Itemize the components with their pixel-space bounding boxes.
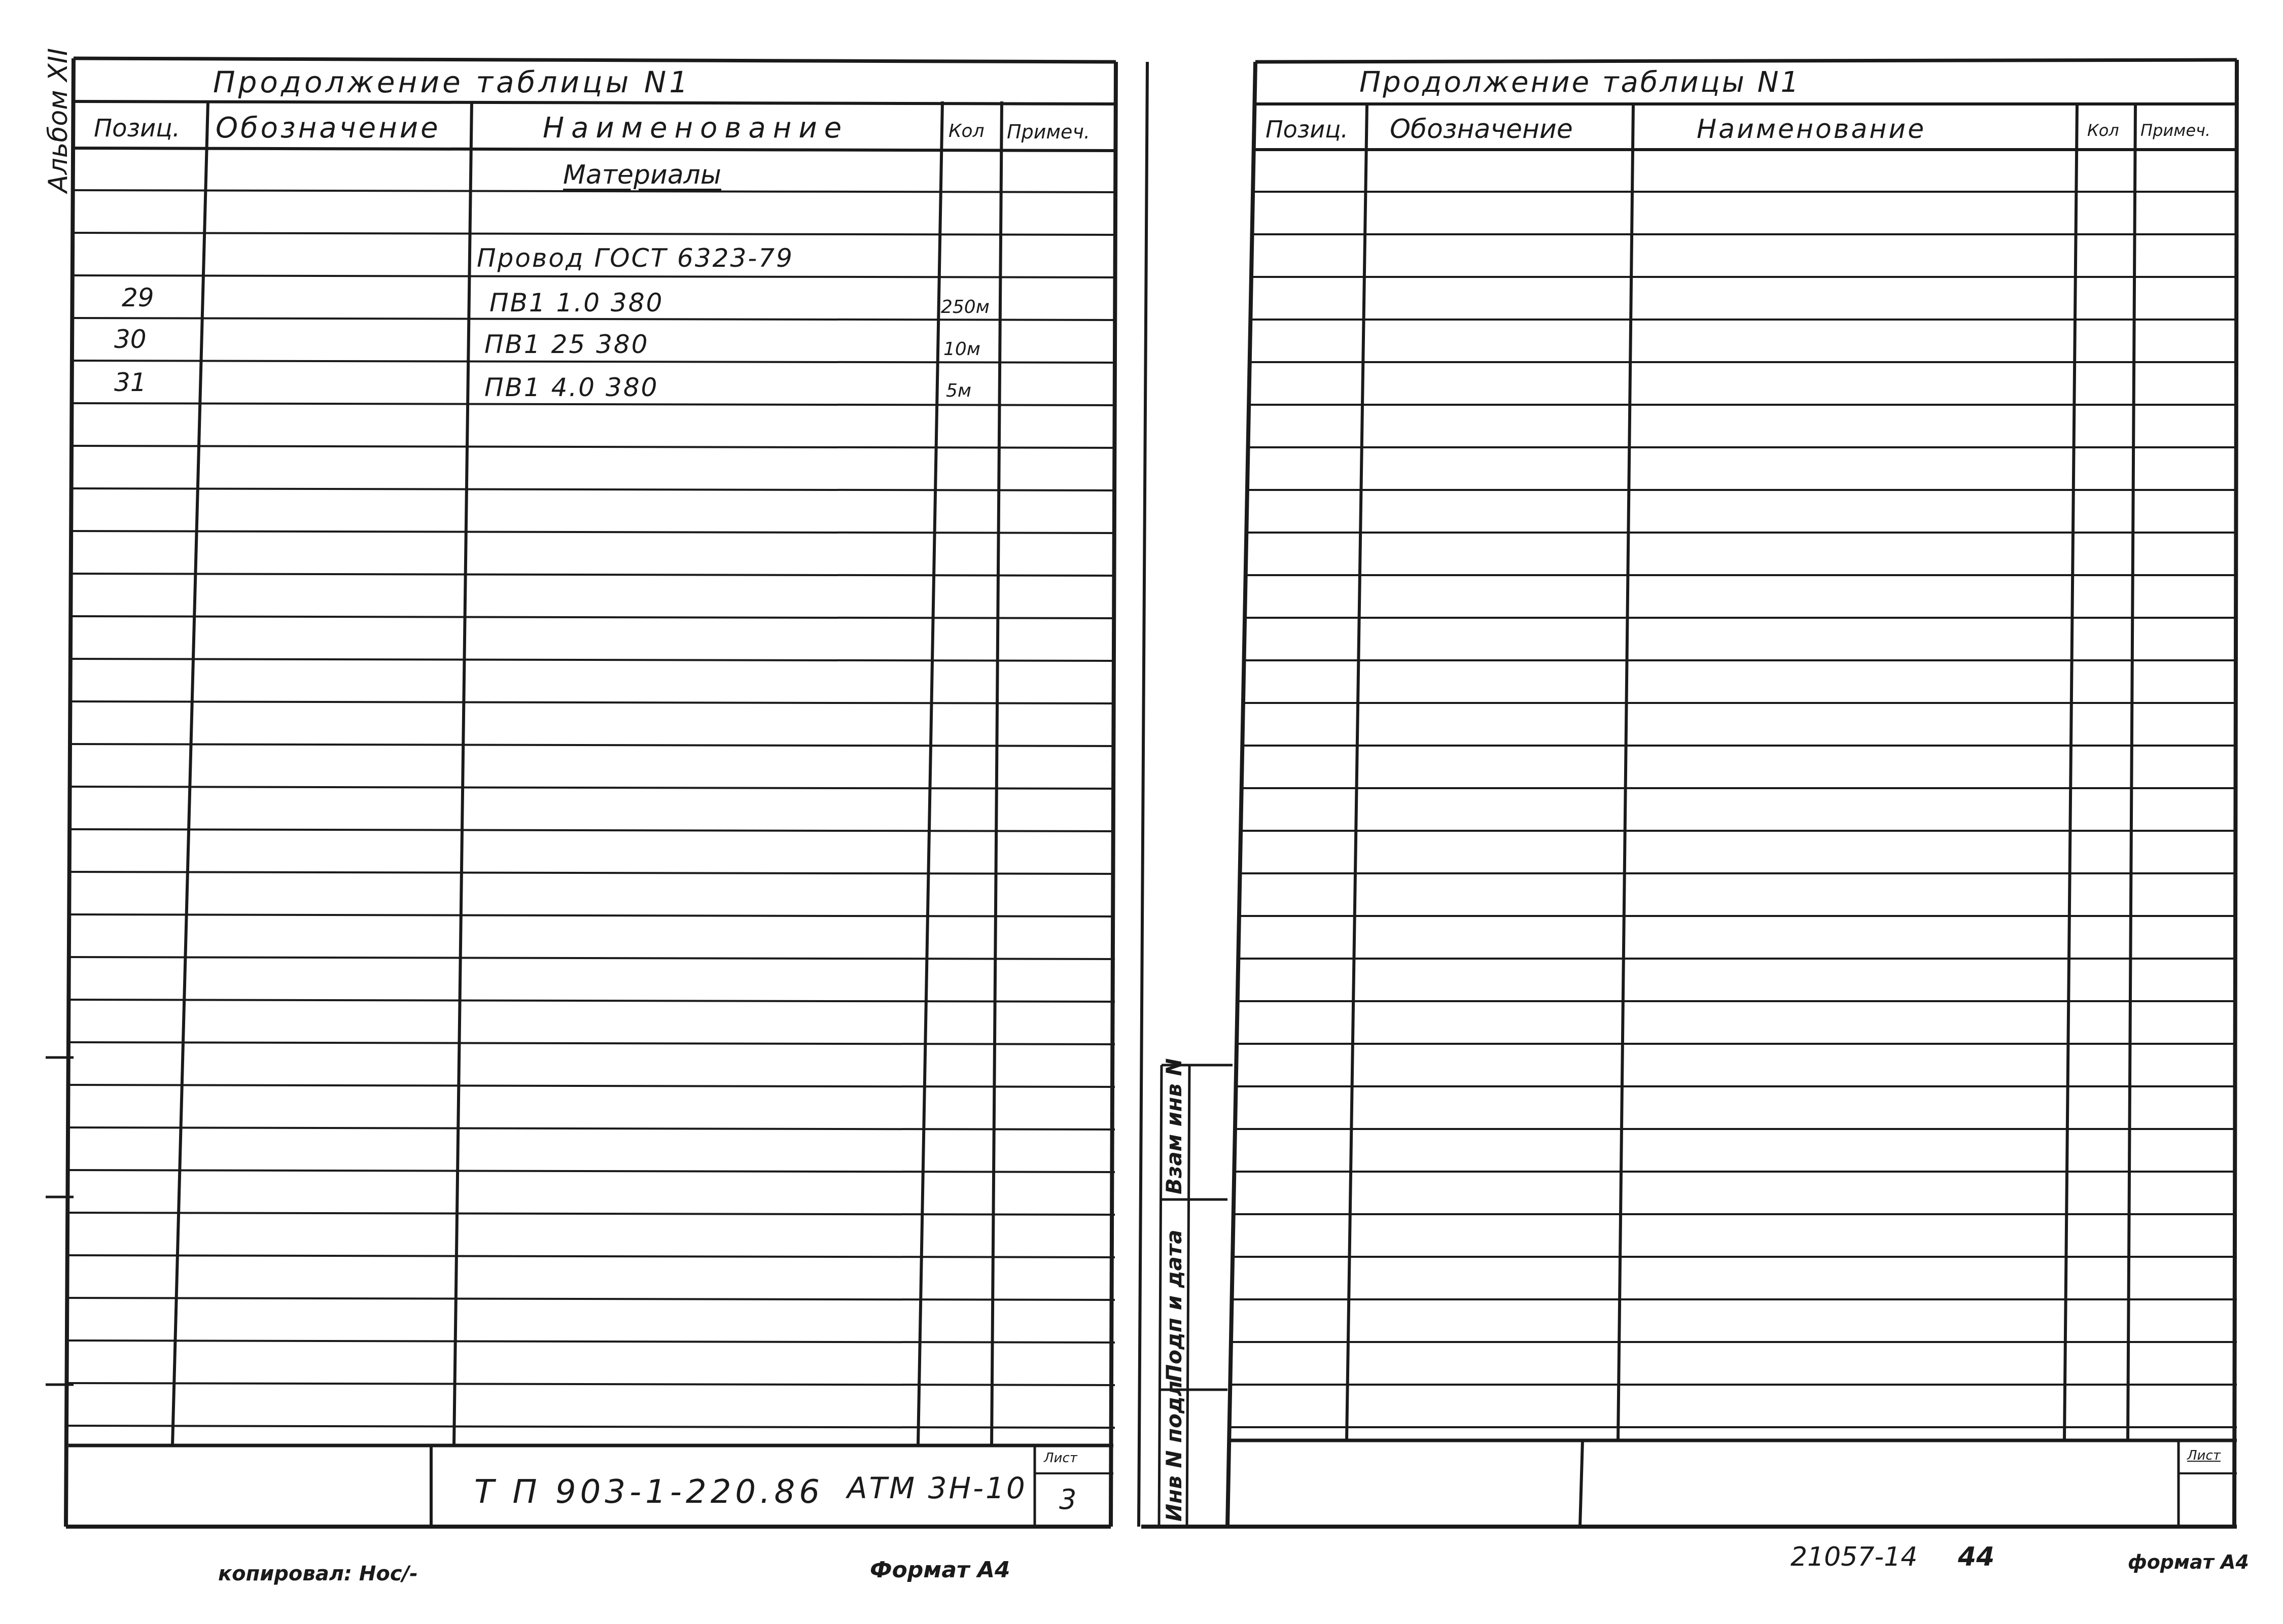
left-table-row-line bbox=[70, 701, 1115, 703]
row-31-qty: 5м bbox=[946, 380, 972, 401]
left-table-row-line bbox=[72, 403, 1115, 405]
right-table-title: Продолжение таблицы N1 bbox=[1359, 66, 1801, 99]
right-frame-right bbox=[2234, 60, 2237, 1527]
right-col-qty bbox=[2128, 104, 2135, 1440]
copied-by: копировал: Нос/- bbox=[218, 1562, 418, 1585]
left-col-name bbox=[918, 101, 942, 1445]
left-table-row-line bbox=[73, 190, 1115, 192]
format-left: Формат А4 bbox=[870, 1557, 1010, 1583]
left-table-row-line bbox=[69, 872, 1115, 874]
stamp-replace-inv: Взам инв N bbox=[1162, 1058, 1186, 1194]
left-table-row-line bbox=[72, 318, 1115, 320]
left-frame-left bbox=[66, 58, 74, 1527]
left-table-row-line bbox=[72, 488, 1115, 490]
right-frame-top bbox=[1255, 60, 2237, 62]
right-header-qty: Кол bbox=[2087, 121, 2119, 140]
right-header-note: Примеч. bbox=[2140, 121, 2211, 140]
row-31-name: ПВ1 4.0 380 bbox=[484, 373, 659, 402]
row-30-pos: 30 bbox=[114, 325, 147, 354]
left-table-row-line bbox=[69, 957, 1115, 959]
left-table-row-line bbox=[73, 233, 1115, 235]
row-29-pos: 29 bbox=[122, 283, 154, 312]
stamp-sheet-number: 3 bbox=[1059, 1484, 1077, 1515]
left-table-row-line bbox=[68, 1042, 1115, 1044]
left-table-row-line bbox=[72, 361, 1115, 363]
left-table-row-line bbox=[71, 574, 1115, 576]
right-header-pos: Позиц. bbox=[1266, 116, 1349, 143]
left-table-row-line bbox=[67, 1340, 1115, 1343]
left-table-row-line bbox=[66, 1426, 1115, 1428]
left-table-row-line bbox=[67, 1213, 1115, 1215]
left-table-row-line bbox=[70, 787, 1115, 789]
left-table-row-line bbox=[71, 531, 1115, 533]
row-30-name: ПВ1 25 380 bbox=[484, 330, 649, 359]
left-table-row-line bbox=[68, 1000, 1115, 1002]
left-col-qty bbox=[992, 101, 1002, 1445]
left-table-row-line bbox=[68, 1085, 1115, 1087]
left-table-row-line bbox=[68, 1127, 1115, 1129]
left-table-row-line bbox=[69, 829, 1115, 831]
stamp-inv-original: Инв N подл bbox=[1162, 1381, 1186, 1522]
section-title-materials: Материалы bbox=[563, 160, 721, 190]
right-header-name: Наименование bbox=[1697, 114, 1926, 145]
left-table-row-line bbox=[67, 1298, 1115, 1300]
left-table-row-line bbox=[71, 616, 1115, 618]
row-30-qty: 10м bbox=[943, 339, 980, 360]
left-header-qty: Кол bbox=[949, 121, 985, 142]
right-header-designation: Обозначение bbox=[1390, 114, 1573, 145]
stamp-sheet-label: Лист bbox=[1044, 1451, 1077, 1466]
right-stamp-sheet-label: Лист bbox=[2187, 1448, 2221, 1463]
left-table-row-line bbox=[69, 914, 1115, 916]
left-header-pos: Позиц. bbox=[94, 114, 181, 143]
right-col-designation bbox=[1618, 104, 1633, 1440]
right-stamp-divider bbox=[1580, 1440, 1583, 1527]
left-table-row-line bbox=[71, 659, 1115, 661]
left-col-designation bbox=[454, 101, 472, 1445]
left-title-separator bbox=[74, 101, 1116, 104]
wire-group-title: Провод ГОСТ 6323-79 bbox=[477, 243, 794, 273]
row-31-pos: 31 bbox=[114, 368, 147, 397]
left-table-row-line bbox=[72, 446, 1115, 448]
side-album-label bbox=[36, 41, 76, 254]
left-header-name: Наименование bbox=[543, 112, 849, 145]
left-table-title: Продолжение таблицы N1 bbox=[213, 65, 691, 99]
left-table-row-line bbox=[70, 744, 1115, 746]
archive-number: 21057-14 bbox=[1790, 1542, 1918, 1572]
left-header-separator bbox=[74, 148, 1116, 151]
gutter-line-2 bbox=[1139, 62, 1147, 1527]
right-frame-left bbox=[1227, 62, 1255, 1527]
format-right: формат А4 bbox=[2128, 1551, 2249, 1573]
right-row-lines bbox=[1230, 192, 2237, 1427]
row-29-name: ПВ1 1.0 380 bbox=[489, 288, 664, 317]
left-table-row-line bbox=[67, 1255, 1115, 1257]
stamp-drawing-number: АТМ 3Н-10 bbox=[847, 1471, 1027, 1505]
stamp-sign-date: Подп и дата bbox=[1162, 1229, 1186, 1382]
vertical-stamp-mid bbox=[1187, 1065, 1189, 1527]
left-col-pos bbox=[172, 101, 208, 1445]
album-label-text: Альбом XII bbox=[43, 48, 74, 193]
stamp-project-code: Т П 903-1-220.86 bbox=[474, 1473, 824, 1511]
left-header-note: Примеч. bbox=[1007, 121, 1090, 143]
right-col-name bbox=[2064, 104, 2077, 1440]
page-number: 44 bbox=[1958, 1542, 1995, 1572]
left-table-row-line bbox=[66, 1383, 1115, 1385]
left-table-row-line bbox=[73, 275, 1115, 277]
left-frame-top bbox=[74, 58, 1116, 62]
right-col-pos bbox=[1347, 104, 1367, 1440]
left-table-row-line bbox=[68, 1170, 1115, 1172]
row-29-qty: 250м bbox=[941, 297, 990, 317]
left-header-designation: Обозначение bbox=[216, 112, 441, 145]
